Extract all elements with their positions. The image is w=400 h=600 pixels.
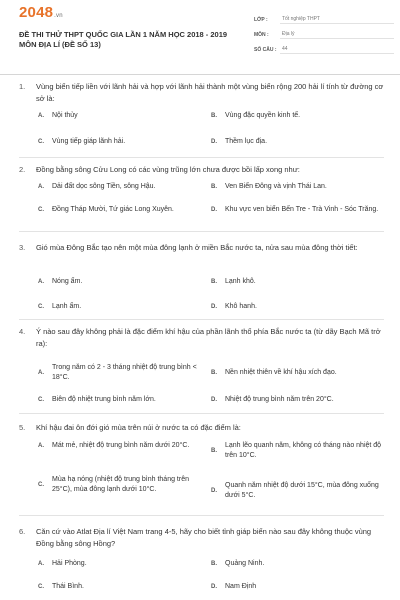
question-divider [19,231,384,232]
option-letter: B. [211,184,217,190]
option-letter: C. [38,584,44,590]
option-text: Vùng tiếp giáp lãnh hải. [52,138,126,145]
option-letter: B. [211,561,217,567]
option-text: Mùa hạ nóng (nhiệt độ trung bình tháng trên 25°C), mùa đông lạnh dưới 10°C. [52,476,189,493]
site-logo[interactable] [19,4,63,21]
question-divider [19,413,384,414]
option-text: Quanh năm nhiệt độ dưới 15°C, mùa đông xuống dưới 5°C. [225,482,379,499]
question-text: Đồng bằng sông Cửu Long có các vùng trũng lớn chưa được bồi lấp xong như: [36,165,300,174]
question-3-option-d[interactable] [211,302,386,312]
meta-row-count [254,42,394,57]
option-text: Mát mẻ, nhiệt độ trung bình năm dưới 20°C. [52,442,190,449]
question-1-option-c[interactable] [38,137,203,147]
option-text: Lạnh lẽo quanh năm, không có tháng nào nhiệt độ trên 10°C. [225,442,382,459]
option-text: Thềm lục địa. [225,138,268,145]
option-letter: C. [38,304,44,310]
option-text: Khu vực ven biển Bến Tre - Trà Vinh - Sóc Trăng. [225,206,379,213]
question-6-option-c[interactable] [38,582,203,592]
question-text: Gió mùa Đông Bắc tạo nên một mùa đông lạnh ở miền Bắc nước ta, nửa sau mùa đông thời tiết: [36,243,358,252]
option-text: Ven Biển Đông và vịnh Thái Lan. [225,183,327,190]
question-6-option-a[interactable] [38,559,203,569]
option-text: Lạnh khô. [225,278,256,285]
question-text: Ý nào sau đây không phải là đặc điểm khí hậu của phần lãnh thổ phía Bắc nước ta (từ dãy Bạch Mã trở ra): [36,327,381,348]
question-2-option-b[interactable] [211,182,386,192]
meta-label: MÔN : [254,31,269,38]
question-6-stem [19,526,384,549]
question-4-option-c[interactable] [38,395,203,405]
option-text: Lạnh ẩm. [52,303,82,310]
option-letter: A. [38,184,44,190]
question-5-stem [19,422,384,434]
question-number: 3. [19,243,26,252]
question-text: Khí hậu đai ôn đới gió mùa trên núi ở nước ta có đặc điểm là: [36,423,241,432]
question-2-option-d[interactable] [211,205,386,215]
question-number: 6. [19,527,26,536]
question-number: 5. [19,423,26,432]
question-1-option-a[interactable] [38,111,203,121]
question-1-option-b[interactable] [211,111,386,121]
option-text: Nền nhiệt thiên về khí hậu xích đạo. [225,369,337,376]
option-text: Trong năm có 2 - 3 tháng nhiệt độ trung bình < 18°C. [52,364,197,381]
option-text: Thái Bình. [52,583,84,590]
option-letter: A. [38,113,44,119]
option-letter: B. [211,448,217,454]
question-4-stem [19,326,384,349]
option-letter: D. [211,397,217,403]
option-letter: D. [211,584,217,590]
question-2-option-c[interactable] [38,205,203,215]
option-text: Đồng Tháp Mười, Tứ giác Long Xuyên. [52,206,174,213]
question-3-option-c[interactable] [38,302,203,312]
option-text: Vùng đặc quyền kinh tế. [225,112,301,119]
question-4-option-b[interactable] [211,368,386,378]
question-divider [19,515,384,516]
exam-meta [254,12,394,57]
meta-value: 44 [280,45,394,54]
question-6-option-d[interactable] [211,582,386,592]
question-3-option-a[interactable] [38,277,203,287]
option-letter: B. [211,370,217,376]
question-divider [19,157,384,158]
question-5-option-b[interactable] [211,441,386,461]
question-1-option-d[interactable] [211,137,386,147]
option-letter: A. [38,370,44,376]
option-text: Khô hanh. [225,303,257,310]
option-letter: D. [211,304,217,310]
option-text: Nhiệt độ trung bình năm trên 20°C. [225,396,334,403]
option-letter: C. [38,397,44,403]
option-letter: D. [211,139,217,145]
option-letter: C. [38,139,44,145]
option-letter: D. [211,488,217,494]
option-letter: A. [38,279,44,285]
exam-title: ĐỀ THI THỬ THPT QUỐC GIA LẦN 1 NĂM HỌC 2018 - 2019 MÔN ĐỊA LÍ (ĐỀ SỐ 13) [19,30,228,49]
question-3-stem [19,242,384,254]
meta-row-class [254,12,394,27]
question-4-option-a[interactable] [38,363,203,383]
question-3-option-b[interactable] [211,277,386,287]
question-4-option-d[interactable] [211,395,386,405]
question-divider [19,319,384,320]
option-text: Hải Phòng. [52,560,87,567]
option-text: Dải đất dọc sông Tiền, sông Hậu. [52,183,156,190]
option-text: Nóng ẩm. [52,278,83,285]
question-2-option-a[interactable] [38,182,203,192]
meta-row-subject [254,27,394,42]
option-text: Nội thủy [52,112,78,119]
question-5-option-d[interactable] [211,481,386,501]
question-2-stem [19,164,384,176]
logo-main: 2048 [19,4,54,21]
option-letter: D. [211,207,217,213]
option-letter: C. [38,207,44,213]
option-letter: A. [38,561,44,567]
question-6-option-b[interactable] [211,559,386,569]
meta-label: LỚP : [254,16,268,23]
question-1-stem [19,81,384,104]
question-5-option-c[interactable] [38,475,203,495]
question-number: 2. [19,165,26,174]
meta-value: Địa lý [280,30,394,39]
meta-label: SỐ CÂU : [254,46,277,53]
exam-header [0,0,400,75]
option-letter: B. [211,113,217,119]
option-letter: C. [38,482,44,488]
option-text: Biên độ nhiệt trung bình năm lớn. [52,396,156,403]
question-number: 4. [19,327,26,336]
question-text: Căn cứ vào Atlat Địa lí Việt Nam trang 4-5, hãy cho biết tỉnh giáp biển nào sau đây không thuộc vùng Đồng bằng sông Hồng? [36,527,372,548]
question-5-option-a[interactable] [38,441,203,451]
question-number: 1. [19,82,26,91]
option-text: Quảng Ninh. [225,560,265,567]
option-text: Nam Định [225,583,257,590]
meta-value: Tốt nghiệp THPT [280,15,394,24]
option-letter: B. [211,279,217,285]
option-letter: A. [38,443,44,449]
question-text: Vùng biển tiếp liền với lãnh hải và hợp với lãnh hải thành một vùng biển rộng 200 hải lí tính từ đường cơ sở là: [36,82,384,103]
logo-suffix: .vn [54,13,63,19]
